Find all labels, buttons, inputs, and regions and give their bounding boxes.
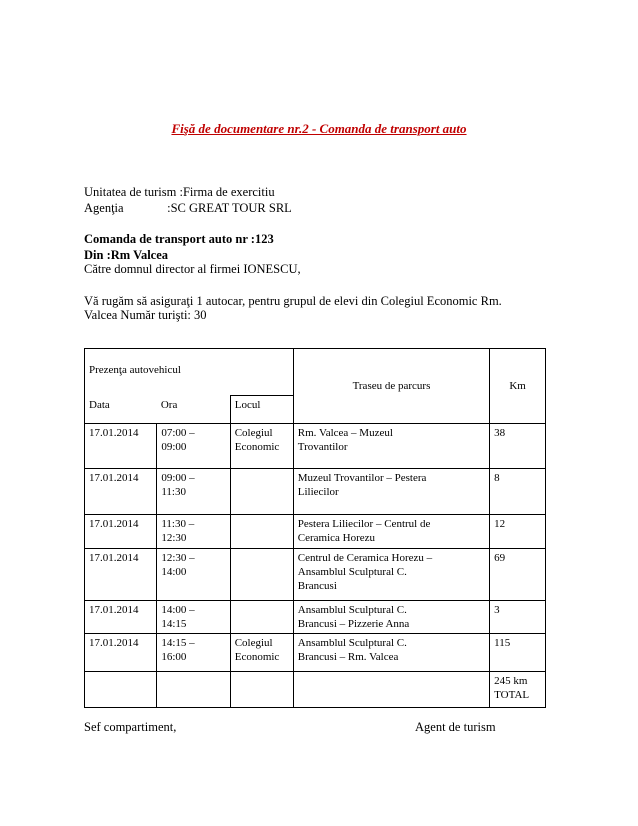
table-header-row bbox=[85, 349, 546, 396]
header-ora: Ora bbox=[157, 396, 230, 424]
header-locul: Locul bbox=[230, 396, 293, 424]
header-group: Prezenţa autovehicul bbox=[85, 349, 294, 396]
row-date: 17.01.2014 bbox=[85, 515, 157, 549]
header-data: Data bbox=[85, 396, 157, 424]
row-route: Ansamblul Sculptural C. Brancusi – Rm. Valcea bbox=[293, 634, 489, 672]
row-date: 17.01.2014 bbox=[85, 424, 157, 469]
row-time: 11:30 – 12:30 bbox=[157, 515, 230, 549]
unitate-label: Unitatea de turism bbox=[84, 185, 177, 199]
row-date: 17.01.2014 bbox=[85, 548, 157, 600]
row-km: 3 bbox=[490, 600, 546, 634]
row-km: 8 bbox=[490, 469, 546, 515]
table-row bbox=[85, 515, 546, 549]
row-km: 12 bbox=[490, 515, 546, 549]
row-place: Colegiul Economic bbox=[230, 634, 293, 672]
row-km: 69 bbox=[490, 548, 546, 600]
row-place bbox=[230, 515, 293, 549]
agentia-line bbox=[84, 201, 292, 216]
agentia-label: Agenţia bbox=[84, 201, 124, 215]
row-place bbox=[230, 548, 293, 600]
table-total-row bbox=[85, 672, 546, 708]
table-row bbox=[85, 600, 546, 634]
row-place bbox=[230, 600, 293, 634]
row-route: Rm. Valcea – Muzeul Trovantilor bbox=[293, 424, 489, 469]
row-date: 17.01.2014 bbox=[85, 469, 157, 515]
header-km: Km bbox=[490, 349, 546, 424]
transport-table bbox=[84, 348, 546, 708]
table-row bbox=[85, 469, 546, 515]
agent-turism: Agent de turism bbox=[415, 720, 496, 734]
row-route: Centrul de Ceramica Horezu – Ansamblul Sculptural C. Brancusi bbox=[293, 548, 489, 600]
table-row bbox=[85, 634, 546, 672]
row-place bbox=[230, 469, 293, 515]
header-traseu: Traseu de parcurs bbox=[293, 349, 489, 424]
total-empty-cell bbox=[85, 672, 157, 708]
comanda-line: Comanda de transport auto nr :123 bbox=[84, 232, 274, 246]
unitate-line bbox=[84, 185, 275, 200]
table-row bbox=[85, 424, 546, 469]
row-route: Pestera Liliecilor – Centrul de Ceramica Horezu bbox=[293, 515, 489, 549]
total-empty-cell bbox=[157, 672, 230, 708]
row-time: 09:00 – 11:30 bbox=[157, 469, 230, 515]
sef-compartiment: Sef compartiment, bbox=[84, 720, 177, 734]
row-km: 115 bbox=[490, 634, 546, 672]
row-time: 07:00 – 09:00 bbox=[157, 424, 230, 469]
row-km: 38 bbox=[490, 424, 546, 469]
row-place: Colegiul Economic bbox=[230, 424, 293, 469]
request-line-1: Vă rugăm să asiguraţi 1 autocar, pentru grupul de elevi din Colegiul Economic Rm. bbox=[84, 294, 502, 308]
table-row bbox=[85, 548, 546, 600]
din-line: Din :Rm Valcea bbox=[84, 248, 169, 262]
catre-line: Către domnul director al firmei IONESCU, bbox=[84, 262, 301, 276]
unitate-value: :Firma de exercitiu bbox=[179, 185, 275, 199]
total-km: 245 km TOTAL bbox=[490, 672, 546, 708]
document-title: Fişă de documentare nr.2 - Comanda de transport auto bbox=[171, 121, 467, 136]
row-time: 14:15 – 16:00 bbox=[157, 634, 230, 672]
row-time: 14:00 – 14:15 bbox=[157, 600, 230, 634]
request-line-2: Valcea Număr turişti: 30 bbox=[84, 308, 207, 322]
total-empty-cell bbox=[230, 672, 293, 708]
row-route: Ansamblul Sculptural C. Brancusi – Pizzerie Anna bbox=[293, 600, 489, 634]
total-empty-cell bbox=[293, 672, 489, 708]
row-time: 12:30 – 14:00 bbox=[157, 548, 230, 600]
agentia-value: :SC GREAT TOUR SRL bbox=[167, 201, 292, 215]
row-route: Muzeul Trovantilor – Pestera Liliecilor bbox=[293, 469, 489, 515]
row-date: 17.01.2014 bbox=[85, 600, 157, 634]
row-date: 17.01.2014 bbox=[85, 634, 157, 672]
